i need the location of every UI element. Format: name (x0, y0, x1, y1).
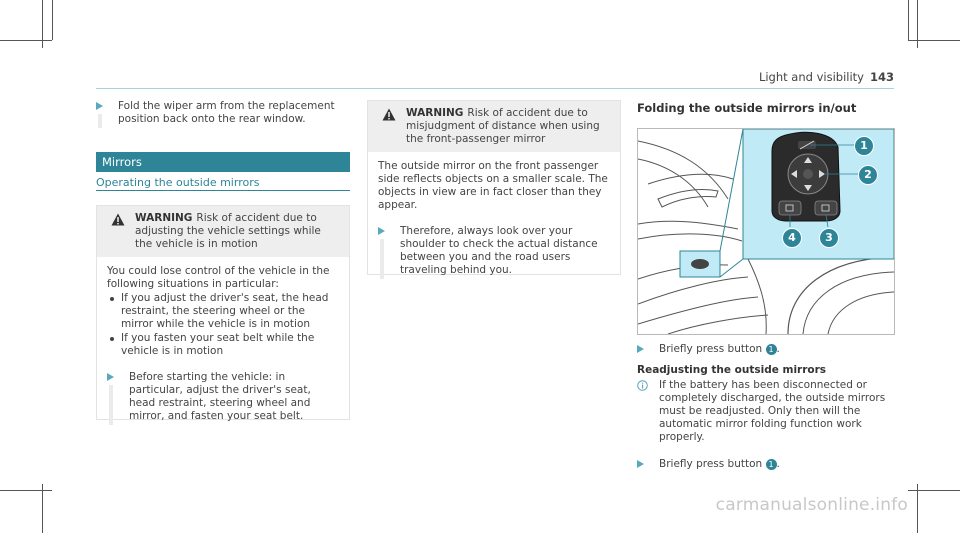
subsection-heading: Readjusting the outside mirrors (637, 364, 827, 376)
bullet-icon (110, 297, 114, 301)
step-bar (109, 385, 113, 425)
step-period: . (776, 458, 780, 470)
list-item (107, 332, 339, 358)
warning-label: WARNING (135, 212, 193, 224)
crop-mark (917, 484, 918, 533)
arrow-right-icon (378, 227, 385, 235)
section-header (96, 152, 350, 172)
warning-triangle-icon (111, 213, 125, 226)
step-text: Fold the wiper arm from the replacement position back onto the rear window. (118, 100, 335, 125)
running-header (759, 70, 894, 84)
instruction-step (378, 225, 610, 277)
instruction-step (637, 458, 893, 471)
page-number: 143 (869, 70, 894, 84)
arrow-right-icon (637, 460, 644, 468)
door-panel-illustration (638, 129, 894, 334)
step-bar (380, 239, 384, 279)
warning-header (97, 206, 349, 257)
button-reference-badge: 1 (766, 344, 777, 355)
callout-3: 3 (819, 228, 839, 248)
instruction-step (107, 371, 339, 423)
instruction-step (637, 343, 893, 356)
step-text: Therefore, always look over your shoulder to check the actual distance between you and the road users traveling behind you. (400, 225, 598, 276)
arrow-right-icon (637, 345, 644, 353)
callout-4: 4 (782, 228, 802, 248)
step-text: Before starting the vehicle: in particular, adjust the driver's seat, head restraint, steering wheel and mirror, and fasten your seat belt. (129, 371, 311, 422)
step-bar (98, 114, 102, 128)
header-rule (96, 88, 894, 89)
crop-mark (908, 40, 960, 41)
warning-text: You could lose control of the vehicle in the following situations in particular: (107, 265, 330, 290)
crop-mark (917, 0, 918, 48)
crop-mark (52, 0, 53, 40)
warning-title: Risk of accident due to misjudgment of distance when using the front-passenger mirror (406, 107, 600, 145)
warning-body (368, 152, 620, 287)
warning-box-mirror (367, 100, 621, 275)
crop-mark (0, 490, 52, 491)
watermark: carmanualsonline.info (715, 495, 908, 515)
button-reference-badge: 1 (766, 459, 777, 470)
crop-mark (42, 484, 43, 533)
info-text: If the battery has been disconnected or completely discharged, the outside mirrors must be readjusted. Only then will the automatic mirror folding function work properly. (659, 379, 886, 443)
callout-2: 2 (858, 165, 878, 185)
column-right-text (637, 343, 893, 471)
arrow-right-icon (96, 102, 103, 110)
warning-box-seat (96, 205, 350, 420)
crop-mark (0, 40, 52, 41)
step-text: Briefly press button (659, 343, 763, 355)
section-title: Mirrors (102, 155, 142, 169)
crop-mark (908, 0, 909, 40)
warning-header (368, 101, 620, 152)
crop-mark (908, 490, 960, 491)
bullet-text: If you fasten your seat belt while the vehicle is in motion (121, 332, 315, 357)
step-period: . (776, 343, 780, 355)
instruction-step (96, 100, 350, 126)
bullet-icon (110, 337, 114, 341)
mirror-folding-figure (637, 128, 895, 335)
info-icon (637, 380, 648, 391)
subsection-rule (96, 190, 350, 191)
callout-1: 1 (854, 136, 874, 156)
arrow-right-icon (107, 373, 114, 381)
warning-text: The outside mirror on the front passenger side reflects objects on a smaller scale. The objects in view are in fact closer than they appear. (378, 160, 608, 211)
column-left (96, 100, 350, 126)
warning-triangle-icon (382, 108, 396, 121)
warning-title: Risk of accident due to adjusting the vehicle settings while the vehicle is in motion (135, 212, 321, 250)
list-item (107, 292, 339, 331)
crop-mark (42, 0, 43, 48)
step-text: Briefly press button (659, 458, 763, 470)
header-section: Light and visibility (758, 70, 864, 84)
subsection-title: Operating the outside mirrors (96, 176, 260, 189)
info-note (637, 379, 893, 444)
bullet-text: If you adjust the driver's seat, the head restraint, the steering wheel or the mirror while the vehicle is in motion (121, 292, 329, 330)
section-heading: Folding the outside mirrors in/out (637, 101, 857, 115)
warning-label: WARNING (406, 107, 464, 119)
warning-body (97, 257, 349, 433)
